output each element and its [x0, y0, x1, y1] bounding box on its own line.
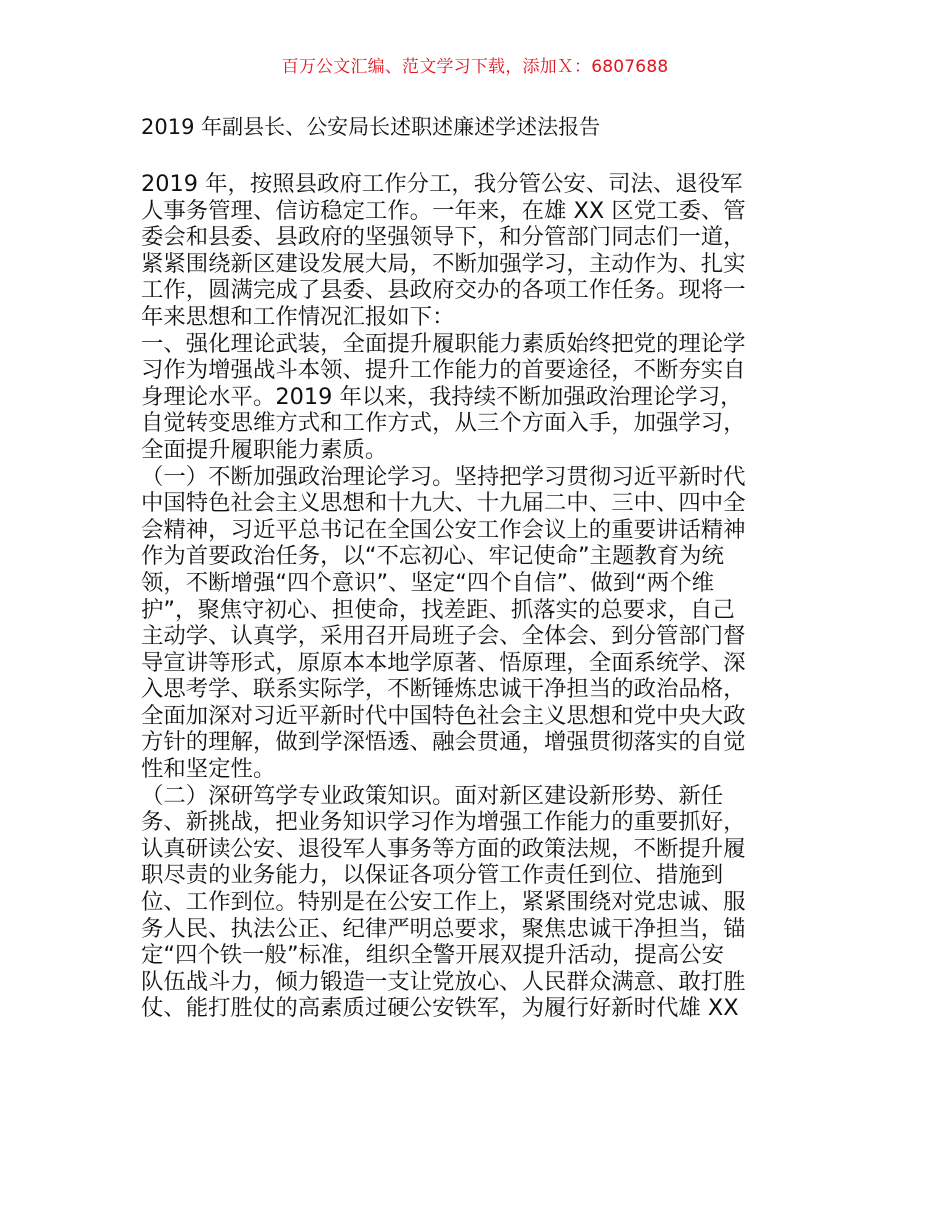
body-text-line: 委会和县委、县政府的坚强领导下，和分管部门同志们一道， [141, 224, 746, 251]
body-text-line: 全面提升履职能力素质。 [141, 436, 388, 463]
body-text-line: 会精神，习近平总书记在全国公安工作会议上的重要讲话精神 [141, 516, 746, 543]
document-title: 2019 年副县长、公安局长述职述廉述学述法报告 [141, 115, 601, 139]
body-text-line: 人事务管理、信访稳定工作。一年来，在雄 XX 区党工委、管 [141, 197, 746, 224]
body-text-line: 导宣讲等形式，原原本本地学原著、悟原理，全面系统学、深 [141, 649, 746, 676]
body-text-line: 性和坚定性。 [141, 756, 276, 783]
body-text-line: 定“四个铁一般”标准，组织全警开展双提升活动，提高公安 [141, 942, 724, 969]
body-text-line: 一、强化理论武装，全面提升履职能力素质始终把党的理论学 [141, 330, 746, 357]
watermark-banner: 百万公文汇编、范文学习下载，添加Ｘ：6807688 [281, 57, 669, 77]
body-text-line: 工作，圆满完成了县委、县政府交办的各项工作任务。现将一 [141, 277, 746, 304]
body-text-line: 习作为增强战斗本领、提升工作能力的首要途径，不断夯实自 [141, 357, 746, 384]
body-text-line: （一）不断加强政治理论学习。坚持把学习贯彻习近平新时代 [141, 463, 746, 490]
body-text-line: 认真研读公安、退役军人事务等方面的政策法规，不断提升履 [141, 835, 746, 862]
body-text-line: 护”，聚焦守初心、担使命，找差距、抓落实的总要求，自己 [141, 596, 735, 623]
body-text-line: 身理论水平。2019 年以来，我持续不断加强政治理论学习， [141, 383, 743, 410]
body-text-line: 仗、能打胜仗的高素质过硬公安铁军，为履行好新时代雄 XX [141, 995, 739, 1022]
body-text-line: 队伍战斗力，倾力锻造一支让党放心、人民群众满意、敢打胜 [141, 968, 746, 995]
body-text-line: （二）深研笃学专业政策知识。面对新区建设新形势、新任 [141, 782, 724, 809]
body-text-line: 主动学、认真学，采用召开局班子会、全体会、到分管部门督 [141, 623, 746, 650]
body-text-line: 中国特色社会主义思想和十九大、十九届二中、三中、四中全 [141, 490, 746, 517]
body-text-line: 全面加深对习近平新时代中国特色社会主义思想和党中央大政 [141, 702, 746, 729]
body-text-line: 务、新挑战，把业务知识学习作为增强工作能力的重要抓好， [141, 809, 746, 836]
document-body [141, 171, 821, 1022]
body-text-line: 领，不断增强“四个意识”、坚定“四个自信”、做到“两个维 [141, 569, 714, 596]
body-text-line: 方针的理解，做到学深悟透、融会贯通，增强贯彻落实的自觉 [141, 729, 746, 756]
body-text-line: 紧紧围绕新区建设发展大局，不断加强学习，主动作为、扎实 [141, 250, 746, 277]
body-text-line: 入思考学、联系实际学，不断锤炼忠诚干净担当的政治品格， [141, 676, 746, 703]
body-text-line: 职尽责的业务能力，以保证各项分管工作责任到位、措施到 [141, 862, 724, 889]
body-text-line: 务人民、执法公正、纪律严明总要求，聚焦忠诚干净担当，锚 [141, 915, 746, 942]
body-text-line: 自觉转变思维方式和工作方式，从三个方面入手，加强学习， [141, 410, 746, 437]
body-text-line: 2019 年，按照县政府工作分工，我分管公安、司法、退役军 [141, 171, 743, 197]
body-text-line: 位、工作到位。特别是在公安工作上，紧紧围绕对党忠诚、服 [141, 889, 746, 916]
body-text-line: 作为首要政治任务，以“不忘初心、牢记使命”主题教育为统 [141, 543, 724, 570]
body-text-line: 年来思想和工作情况汇报如下： [141, 303, 455, 330]
